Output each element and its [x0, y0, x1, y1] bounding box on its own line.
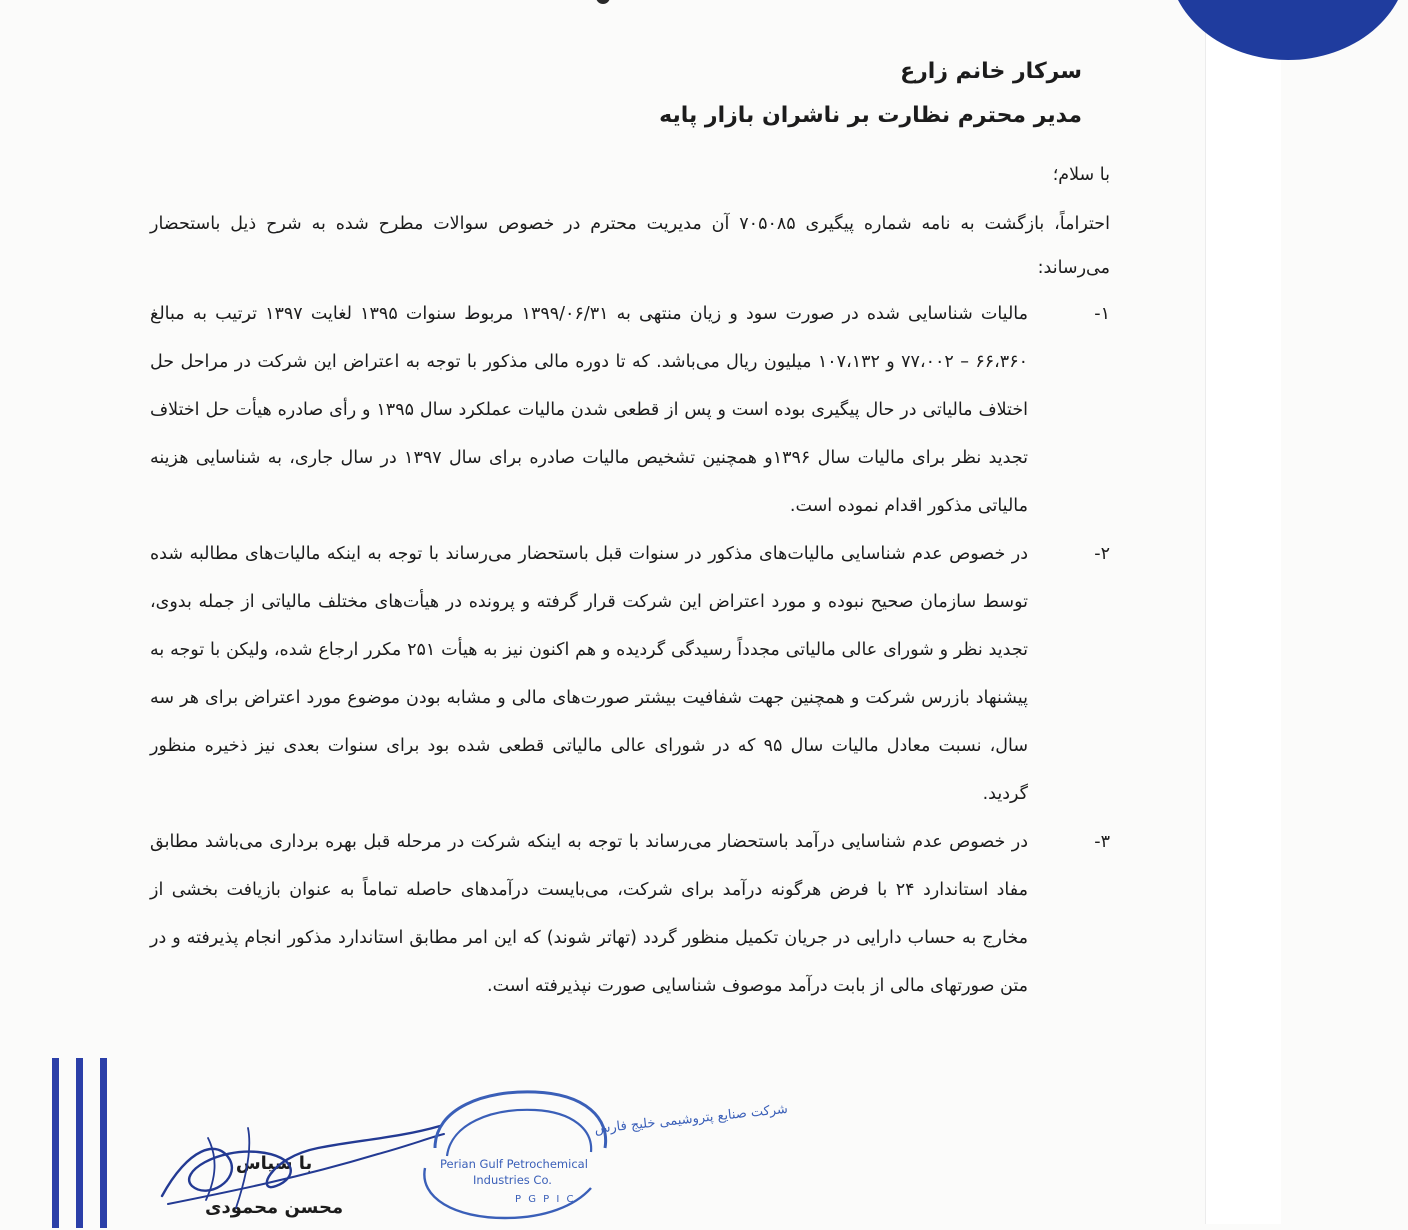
signer-name: محسن محمودی — [205, 1197, 344, 1218]
blue-bar — [100, 1058, 107, 1228]
letter-body — [150, 50, 1110, 1010]
item-list — [150, 290, 1110, 1010]
page-right-edge — [1205, 0, 1281, 1224]
list-item — [150, 290, 1110, 530]
item-number: ۲- — [1094, 544, 1110, 564]
recipient-title: مدیر محترم نظارت بر ناشران بازار پایه — [659, 103, 1082, 128]
item-text: در خصوص عدم شناسایی مالیات‌های مذکور در سنوات قبل باستحضار می‌رساند با توجه به اینکه مالیات‌های مطالبه شده توسط سازمان صحیح نبوده و مورد اعتراض این شرکت قرار گرفته و پرونده در هیأت‌های مختلف مالیاتی از جمله بدوی، تجدید نظر و شورای عالی مالیاتی مجدداً رسیدگی گردیده و هم اکنون نیز به هیأت ۲۵۱ مکرر ارجاع شده، ولیکن با توجه به پیشنهاد بازرس شرکت و همچنین جهت شفافیت بیشتر صورت‌های مالی و مشابه بودن موضوع مورد اعتراض برای هر سه سال، نسبت معادل مالیات سال ۹۵ که در شورای عالی مالیاتی قطعی شده بود برای سنوات بعدی نیز ذخیره منظور گردید. — [150, 544, 1029, 804]
company-stamp — [395, 1078, 789, 1224]
item-text: مالیات شناسایی شده در صورت سود و زیان منتهی به ۱۳۹۹/۰۶/۳۱ مربوط سنوات ۱۳۹۵ لغایت ۱۳۹۷ ترتیب به مبالغ ۶۶،۳۶۰ – ۷۷،۰۰۲ و ۱۰۷،۱۳۲ میلیون ریال می‌باشد. که تا دوره مالی مذکور با توجه به اعتراض این شرکت در مراحل حل اختلاف مالیاتی در حال پیگیری بوده است و پس از قطعی شدن مالیات عملکرد سال ۱۳۹۵ و رأی صادره هیأت حل اختلاف تجدید نظر برای مالیات سال ۱۳۹۶و همچنین تشخیص مالیات صادره برای سال ۱۳۹۷ در سال جاری، به شناسایی هزینه مالیاتی مذکور اقدام نموده است. — [150, 304, 1028, 516]
blue-bar — [76, 1058, 83, 1228]
blue-bar — [52, 1058, 59, 1228]
item-number: ۱- — [1094, 304, 1110, 324]
closing-thanks: با سپاس — [235, 1153, 313, 1174]
greeting: با سلام؛ — [1052, 165, 1110, 185]
stamp-name-fa: شرکت صنایع پتروشیمی خلیج فارس — [593, 1101, 789, 1137]
stamp-name-en-line2: Industries Co. — [473, 1173, 552, 1187]
item-number: ۳- — [1094, 832, 1110, 852]
stamp-abbr: P G P I C — [515, 1194, 576, 1205]
recipient-block — [150, 50, 1082, 138]
recipient-name: سرکار خانم زارع — [900, 59, 1082, 84]
list-item — [150, 530, 1110, 818]
letterhead-top-mark — [596, 0, 610, 4]
intro-paragraph: احتراماً، بازگشت به نامه شماره پیگیری ۷۰۵۰۸۵ آن مدیریت محترم در خصوص سوالات مطرح شده به شرح ذیل باستحضار می‌رساند: — [150, 214, 1110, 278]
letterhead-blue-bars — [52, 1058, 112, 1228]
list-item — [150, 818, 1110, 1010]
letterhead-corner-circle — [1168, 0, 1408, 60]
stamp-name-en-line1: Perian Gulf Petrochemical — [440, 1157, 588, 1171]
item-text: در خصوص عدم شناسایی درآمد باستحضار می‌رساند با توجه به اینکه شرکت در مرحله قبل بهره برداری می‌باشد مطابق مفاد استاندارد ۲۴ با فرض هرگونه درآمد برای شرکت، می‌بایست درآمدهای حاصله تماماً به عنوان بازیافت بخشی از مخارج به حساب دارایی در جریان تکمیل منظور گردد (تهاتر شوند) که این امر مطابق استاندارد مذکور انجام پذیرفته و در متن صورتهای مالی از بابت درآمد موصوف شناسایی صورت نپذیرفته است. — [150, 832, 1028, 996]
